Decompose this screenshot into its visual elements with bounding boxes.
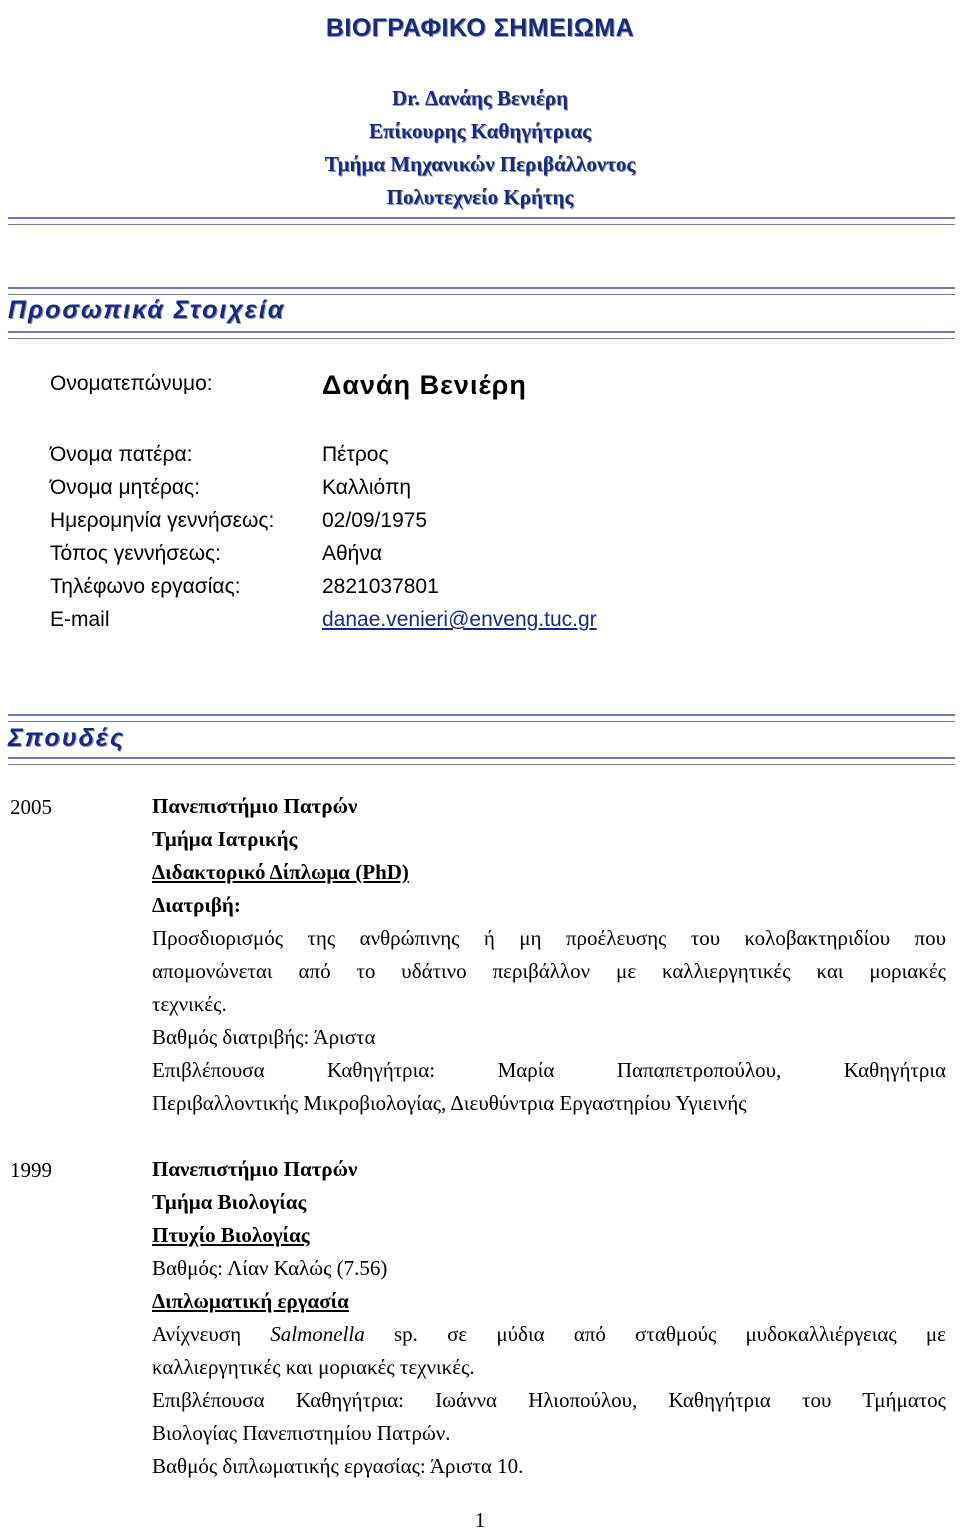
section-rule-bottom: [8, 331, 955, 339]
header-divider: [8, 217, 955, 225]
header-department: Τμήμα Μηχανικών Περιβάλλοντος: [324, 152, 636, 176]
page-number: 1: [474, 1508, 486, 1532]
diploma-thesis-title-line: [152, 1318, 946, 1351]
work-phone-label: Τηλέφωνο εργασίας:: [50, 575, 241, 598]
study-university: Πανεπιστήμιο Πατρών: [152, 794, 358, 818]
thesis-title-line: απομονώνεται από το υδάτινο περιβάλλον με καλλιεργητικές και μοριακές: [152, 959, 946, 983]
study-entry-phd: [152, 790, 946, 1120]
email-link[interactable]: danae.venieri@enveng.tuc.gr: [322, 608, 597, 631]
work-phone-value: 2821037801: [322, 575, 439, 598]
diploma-thesis-label: Διπλωματική εργασία: [152, 1289, 349, 1313]
birthplace-label: Τόπος γεννήσεως:: [50, 542, 221, 565]
study-degree: Διδακτορικό Δίπλωμα (PhD): [152, 860, 409, 884]
study-department: Τμήμα Ιατρικής: [152, 827, 298, 851]
email-label: E-mail: [50, 608, 110, 631]
studies-rule-top: [8, 714, 955, 722]
study-degree: Πτυχίο Βιολογίας: [152, 1223, 310, 1247]
fullname-value: Δανάη Βενιέρη: [322, 370, 527, 400]
thesis-title-rest: sp. σε μύδια από σταθμούς μυδοκαλλιέργειας με: [393, 1322, 947, 1346]
thesis-title-line: τεχνικές.: [152, 992, 227, 1016]
thesis-title-line: Προσδιορισμός της ανθρώπινης ή μη προέλευσης του κολοβακτηριδίου που: [152, 926, 946, 950]
study-university: Πανεπιστήμιο Πατρών: [152, 1157, 358, 1181]
study-entry-bsc: [152, 1153, 946, 1483]
supervisor-line: Επιβλέπουσα Καθηγήτρια: Ιωάννα Ηλιοπούλου, Καθηγήτρια του Τμήματος: [152, 1388, 946, 1412]
mother-name-label: Όνομα μητέρας:: [50, 476, 200, 499]
study-department: Τμήμα Βιολογίας: [152, 1190, 307, 1214]
supervisor-line: Επιβλέπουσα Καθηγήτρια: Μαρία Παπαπετροπούλου, Καθηγήτρια: [152, 1058, 946, 1082]
study-grade: Βαθμός: Λίαν Καλώς (7.56): [152, 1256, 388, 1280]
birthplace-value: Αθήνα: [322, 542, 383, 565]
supervisor-line: Περιβαλλοντικής Μικροβιολογίας, Διευθύντρια Εργαστηρίου Υγιεινής: [152, 1091, 747, 1115]
diploma-thesis-grade: Βαθμός διπλωματικής εργασίας: Άριστα 10.: [152, 1454, 524, 1478]
study-year: 1999: [10, 1158, 52, 1182]
mother-name-value: Καλλιόπη: [322, 476, 412, 499]
thesis-grade: Βαθμός διατριβής: Άριστα: [152, 1025, 376, 1049]
thesis-species-name: Salmonella: [270, 1322, 365, 1346]
study-year: 2005: [10, 795, 52, 819]
section-rule-top: [8, 287, 955, 295]
supervisor-line: Βιολογίας Πανεπιστημίου Πατρών.: [152, 1421, 451, 1445]
studies-rule-bottom: [8, 757, 955, 765]
personal-section-heading: Προσωπικά Στοιχεία: [8, 296, 286, 324]
header-position: Επίκουρης Καθηγήτριας: [368, 119, 592, 143]
thesis-title-start: Ανίχνευση: [152, 1322, 242, 1346]
father-name-label: Όνομα πατέρα:: [50, 443, 193, 466]
header-institution: Πολυτεχνείο Κρήτης: [386, 185, 574, 209]
document-title: ΒΙΟΓΡΑΦΙΚΟ ΣΗΜΕΙΩΜΑ: [325, 14, 635, 42]
birthdate-label: Ημερομηνία γεννήσεως:: [50, 509, 275, 532]
header-name: Dr. Δανάης Βενιέρη: [391, 86, 569, 110]
fullname-label: Ονοματεπώνυμο:: [50, 372, 213, 395]
father-name-value: Πέτρος: [322, 443, 389, 466]
birthdate-value: 02/09/1975: [322, 509, 428, 532]
thesis-label: Διατριβή:: [152, 893, 241, 917]
diploma-thesis-title-line: καλλιεργητικές και μοριακές τεχνικές.: [152, 1355, 475, 1379]
studies-section-heading: Σπουδές: [8, 724, 126, 752]
